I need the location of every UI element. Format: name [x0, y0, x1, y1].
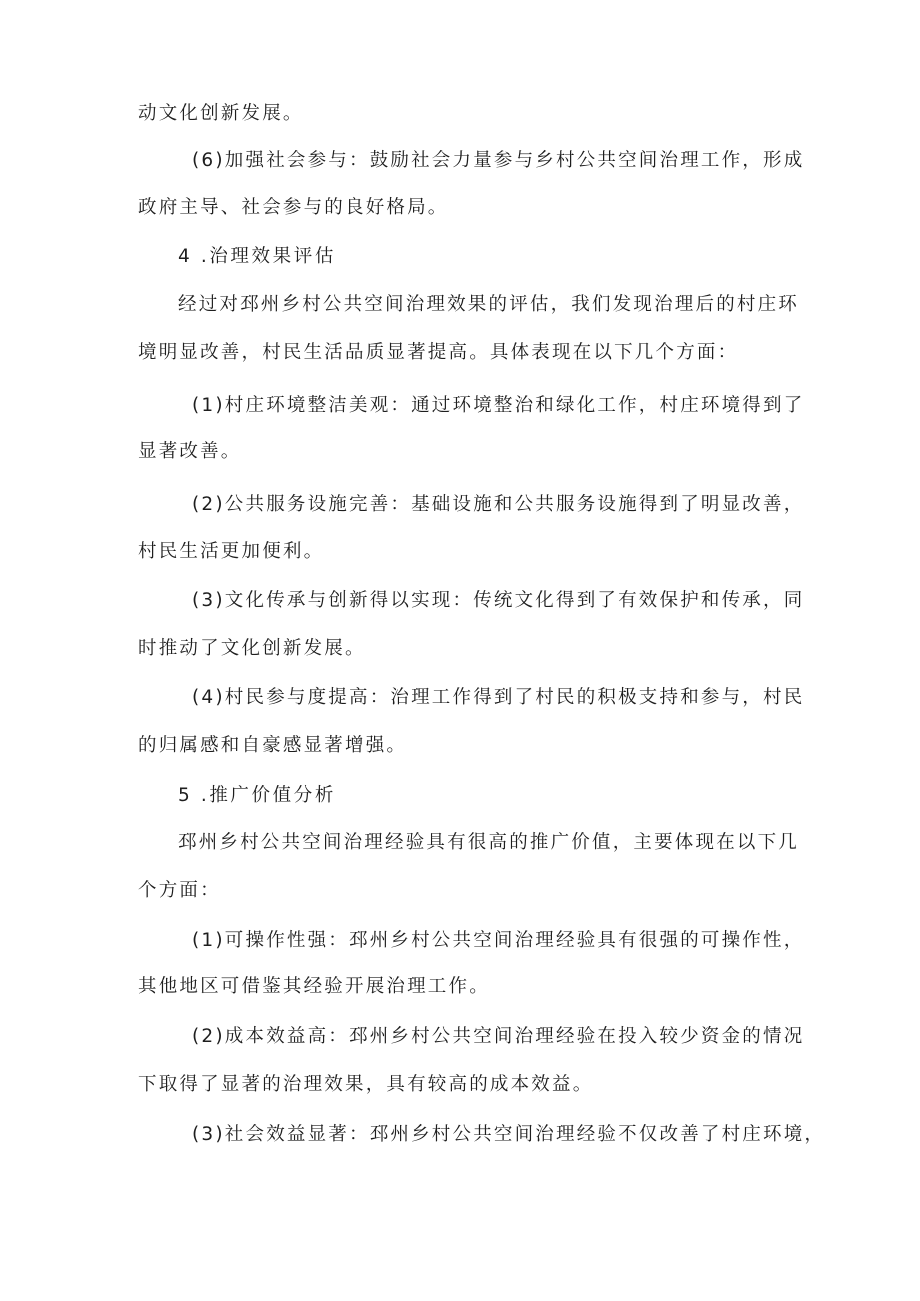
list-item-line: (1)可操作性强：邳州乡村公共空间治理经验具有很强的可操作性，	[192, 930, 805, 951]
paragraph-line: 其他地区可借鉴其经验开展治理工作。	[138, 976, 490, 997]
paragraph-line: 经过对邳州乡村公共空间治理效果的评估，我们发现治理后的村庄环	[178, 294, 800, 315]
paragraph-line: 的归属感和自豪感显著增强。	[138, 735, 408, 756]
paragraph-line: 境明显改善，村民生活品质显著提高。具体表现在以下几个方面：	[138, 342, 739, 363]
list-item-line: (1)村庄环境整洁美观：通过环境整治和绿化工作，村庄环境得到了	[192, 395, 805, 416]
list-item-line: (2)公共服务设施完善：基础设施和公共服务设施得到了明显改善，	[192, 494, 805, 515]
paragraph-line: 下取得了显著的治理效果，具有较高的成本效益。	[138, 1074, 594, 1095]
paragraph-line: 村民生活更加便利。	[138, 541, 325, 562]
paragraph-line: 动文化创新发展。	[138, 103, 304, 124]
paragraph-line: 个方面：	[138, 880, 221, 901]
list-item-line: (3)社会效益显著：邳州乡村公共空间治理经验不仅改善了村庄环境，	[192, 1124, 826, 1145]
section-heading: 5 .推广价值分析	[178, 785, 336, 806]
paragraph-line: 邳州乡村公共空间治理经验具有很高的推广价值，主要体现在以下几	[178, 832, 800, 853]
list-item-line: (3)文化传承与创新得以实现：传统文化得到了有效保护和传承，同	[192, 590, 805, 611]
list-item-line: (2)成本效益高：邳州乡村公共空间治理经验在投入较少资金的情况	[192, 1026, 805, 1047]
section-heading: 4 .治理效果评估	[178, 246, 336, 267]
list-item-line: (4)村民参与度提高：治理工作得到了村民的积极支持和参与，村民	[192, 687, 805, 708]
paragraph-line: 政府主导、社会参与的良好格局。	[138, 197, 449, 218]
paragraph-line: 时推动了文化创新发展。	[138, 638, 366, 659]
paragraph-line: 显著改善。	[138, 441, 242, 462]
list-item-line: (6)加强社会参与：鼓励社会力量参与乡村公共空间治理工作，形成	[192, 150, 805, 171]
